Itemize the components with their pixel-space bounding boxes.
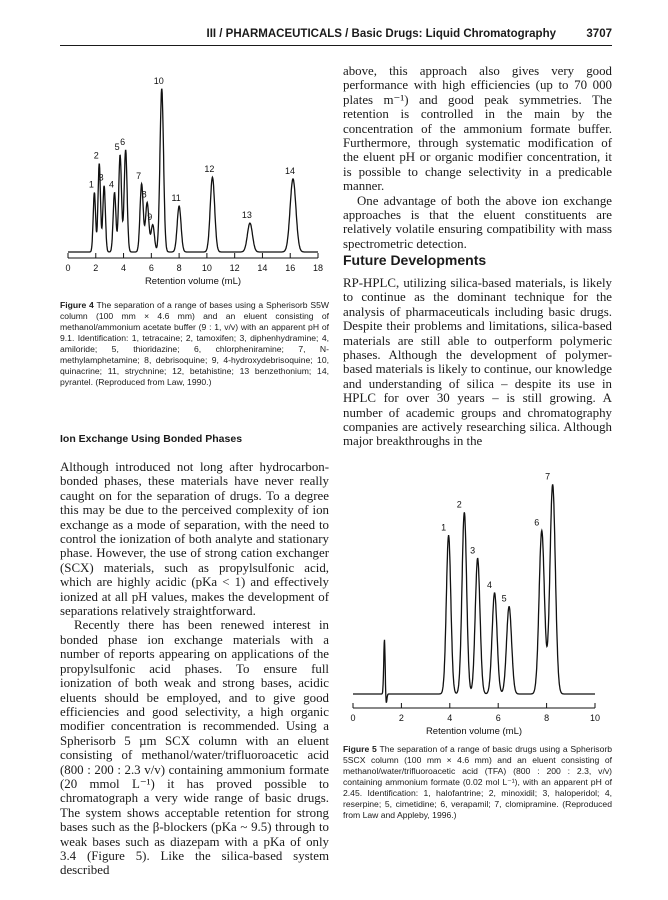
x-tick-label: 6 <box>148 263 154 273</box>
subheading-ion-exchange: Ion Exchange Using Bonded Phases <box>60 433 243 445</box>
x-axis-label: Retention volume (mL) <box>425 726 523 737</box>
peak-label: 2 <box>93 150 99 161</box>
x-tick-label: 8 <box>176 263 182 273</box>
peak-label: 5 <box>501 593 507 604</box>
x-tick-label: 10 <box>201 263 212 273</box>
peak-label: 6 <box>120 137 126 147</box>
peak-label: 10 <box>153 75 164 86</box>
peak-label: 1 <box>88 179 94 190</box>
x-tick-label: 4 <box>121 263 127 273</box>
x-tick-label: 2 <box>93 263 99 273</box>
x-tick-label: 4 <box>447 713 453 723</box>
peak-label: 3 <box>470 545 476 556</box>
left-paragraph-1: Although introduced not long after hydrocarbon-bonded phases, these materials have never really caught on for the separation of drugs. To a degree this may be due to the perceived complexity of ion exchange as a mode of separation, with the need to control the ionization of both analyte and stationary phase. However, the use of strong cation exchanger (SCX) materials, such as propylsulfonic acid, which are highly acidic (pKa < 1) and effectively ionized at all pH values, makes the development of separations relatively straightforward. <box>60 460 329 619</box>
figure-5-chromatogram <box>341 450 613 738</box>
peak-label: 1 <box>441 522 447 533</box>
header-title: III / PHARMACEUTICALS / Basic Drugs: Liquid Chromatography <box>206 28 556 40</box>
figure-4-caption-text: The separation of a range of bases using a Spherisorb S5W column (100 mm × 4.6 mm) and an eluent consisting of methanol/ammonium acetate buffer (9 : 1, v/v) with an apparent pH of 9.1. Identification: 1, tetracaine; 2, tamoxifen; 3, diphenhydramine; 4, amiloride; 5, thioridazine; 6, chlorpheniramine; 7, N-methylamphetamine; 8, debrisoquine; 9, 4-hydroxydebrisoquine; 10, quinacrine; 11, strychnine; 12, betahistine; 13 benzethonium; 14, pyrantel. (Reproduced from Law, 1990.) <box>60 300 329 387</box>
figure-4-caption <box>60 300 329 388</box>
peak-label: 4 <box>109 179 115 190</box>
figure-5-caption <box>343 744 612 821</box>
x-tick-label: 10 <box>589 713 601 723</box>
right-paragraph-3: RP-HPLC, utilizing silica-based materials, is likely to continue as the dominant technique for the analysis of pharmaceuticals including basic drugs. Despite their problems and limitations, silica-based materials are still able to outperform polymeric phases. Although the development of polymer-based materials is likely to continue, our knowledge and understanding of silica – despite its use in HPLC for over 30 years – is still growing. A number of academic groups and chromatography companies are actively researching silica. Although major breakthroughs in the <box>343 276 612 449</box>
running-header <box>60 28 612 46</box>
peak-label: 6 <box>534 517 540 528</box>
left-paragraph-2: Recently there has been renewed interest in bonded phase ion exchange materials with a number of reports appearing on applications of the propylsulfonic acid phases. To ensure full ionization of both weak and strong bases, acidic eluents should be employed, and to give good efficiencies and good selectivity, a high organic modifier concentration is recommended. Using a Spherisorb 5 µm SCX column with an eluent consisting of methanol/water/trifluoroacetic acid (800 : 200 : 2.3 v/v) containing ammonium formate (20 mmol L⁻¹) it has proved possible to chromatograph a very wide range of basic drugs. The system shows acceptable retention for strong bases such as the β-blockers (pKa ~ 9.5) through to weak bases such as diazepam with a pKa of only 3.4 (Figure 5). Like the silica-based system described <box>60 618 329 878</box>
x-tick-label: 0 <box>65 263 71 273</box>
figure-4-chromatogram <box>58 64 330 294</box>
peak-label: 7 <box>545 471 551 482</box>
page-number: 3707 <box>586 28 612 40</box>
peak-label: 3 <box>98 172 104 183</box>
x-tick-label: 14 <box>257 263 268 273</box>
peak-label: 11 <box>171 193 181 204</box>
section-heading-future-developments: Future Developments <box>343 252 487 268</box>
peak-label: 4 <box>487 579 493 590</box>
peak-label: 9 <box>147 211 153 222</box>
chromatogram-trace <box>68 89 318 252</box>
peak-label: 2 <box>456 499 462 510</box>
x-tick-label: 6 <box>495 713 501 723</box>
peak-label: 8 <box>141 189 147 200</box>
peak-label: 13 <box>241 210 252 221</box>
x-tick-label: 8 <box>544 713 550 723</box>
x-tick-label: 0 <box>350 713 356 723</box>
figure-4-caption-label: Figure 4 <box>60 300 94 310</box>
chromatogram-trace <box>353 485 595 703</box>
figure-5-caption-text: The separation of a range of basic drugs using a Spherisorb 5SCX column (100 mm × 4.6 mm) and an eluent consisting of methanol/water/trifluoroacetic acid (TFA) (800 : 200 : 2.3, v/v) containing ammonium formate (0.02 mol L⁻¹), with an apparent pH of 2.45. Identification: 1, halofantrine; 2, minoxidil; 3, haloperidol; 4, reserpine; 5, cimetidine; 6, verapamil; 7, clomipramine. (Reproduced from Law and Appleby, 1996.) <box>343 744 612 820</box>
peak-label: 7 <box>136 171 142 181</box>
right-column-top <box>343 64 612 251</box>
x-tick-label: 16 <box>285 263 296 273</box>
x-tick-label: 2 <box>398 713 404 723</box>
x-tick-label: 12 <box>229 263 240 273</box>
left-column <box>60 460 329 878</box>
figure-5-caption-label: Figure 5 <box>343 744 377 754</box>
right-paragraph-2: One advantage of both the above ion exchange approaches is that the eluent constituents are relatively volatile ensuring compatibility with mass spectrometric detection. <box>343 193 612 251</box>
peak-label: 14 <box>284 165 296 176</box>
x-axis-label: Retention volume (mL) <box>144 276 242 287</box>
peak-label: 12 <box>204 164 215 175</box>
peak-label: 5 <box>114 142 120 153</box>
right-paragraph-1: above, this approach also gives very good performance with high efficiencies (up to 70 000 plates m⁻¹) and good peak symmetries. The retention is controlled in the main by the concentration of the ammonium formate buffer. Furthermore, through systematic modification of the eluent pH or organic modifier concentration, it is possible to change selectivity in a predicable manner. <box>343 64 612 194</box>
x-tick-label: 18 <box>312 263 324 273</box>
right-column-middle <box>343 276 612 449</box>
